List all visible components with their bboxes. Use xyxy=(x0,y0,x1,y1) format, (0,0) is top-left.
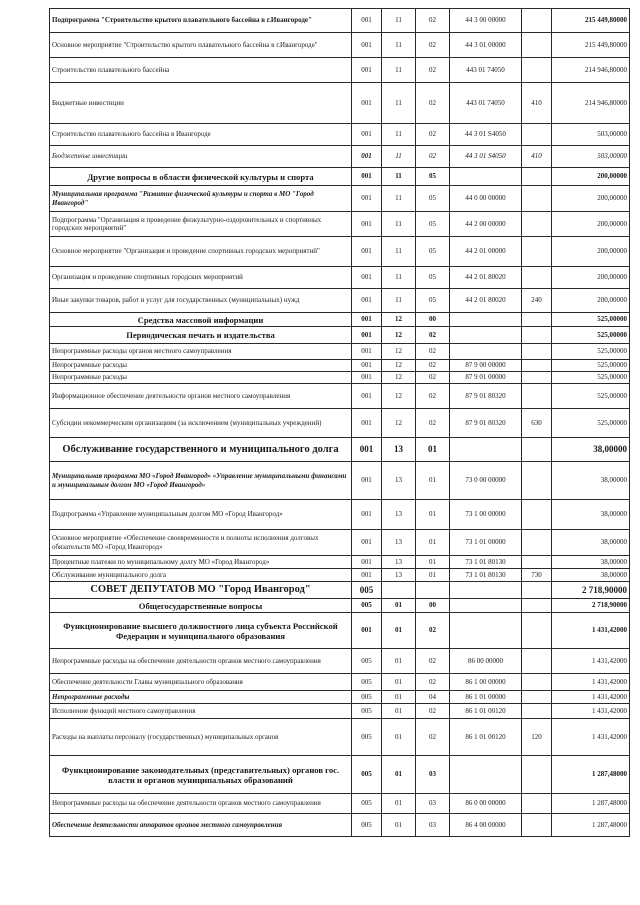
row-amount-cell: 38,00000 xyxy=(552,462,630,500)
row-target-article-cell: 87 9 01 80320 xyxy=(450,384,522,409)
row-section-cell: 12 xyxy=(382,372,416,384)
row-grbs-cell: 001 xyxy=(352,313,382,327)
row-grbs-cell: 005 xyxy=(352,794,382,814)
row-subsection-cell: 05 xyxy=(416,168,450,186)
row-target-article-cell: 87 9 01 80320 xyxy=(450,409,522,438)
row-amount-cell: 1 431,42000 xyxy=(552,719,630,756)
row-amount-cell: 200,00000 xyxy=(552,267,630,289)
table-row xyxy=(50,146,630,168)
row-name-cell: Общегосударственные вопросы xyxy=(50,599,352,613)
row-section-cell: 12 xyxy=(382,384,416,409)
row-section-cell: 13 xyxy=(382,500,416,530)
row-target-article-cell: 44 3 01 S4050 xyxy=(450,146,522,168)
row-amount-cell: 1 287,48000 xyxy=(552,794,630,814)
row-expense-type-cell: 240 xyxy=(522,289,552,313)
row-name-cell: Строительство плавательного бассейна xyxy=(50,58,352,83)
table-row xyxy=(50,212,630,237)
row-target-article-cell: 44 3 00 00000 xyxy=(450,9,522,33)
row-target-article-cell: 44 2 01 80020 xyxy=(450,289,522,313)
row-section-cell: 01 xyxy=(382,649,416,674)
row-section-cell: 11 xyxy=(382,168,416,186)
row-grbs-cell: 001 xyxy=(352,168,382,186)
row-amount-cell: 525,00000 xyxy=(552,313,630,327)
table-row xyxy=(50,649,630,674)
row-expense-type-cell xyxy=(522,814,552,837)
table-row xyxy=(50,582,630,599)
table-row xyxy=(50,360,630,372)
row-expense-type-cell xyxy=(522,794,552,814)
table-row xyxy=(50,83,630,124)
table-row xyxy=(50,33,630,58)
row-target-article-cell xyxy=(450,599,522,613)
row-subsection-cell: 02 xyxy=(416,384,450,409)
row-section-cell: 01 xyxy=(382,814,416,837)
row-grbs-cell: 005 xyxy=(352,756,382,794)
row-expense-type-cell xyxy=(522,344,552,360)
row-subsection-cell: 02 xyxy=(416,146,450,168)
row-grbs-cell: 001 xyxy=(352,186,382,212)
row-expense-type-cell xyxy=(522,674,552,691)
row-name-cell: Периодическая печать и издательства xyxy=(50,327,352,344)
row-target-article-cell xyxy=(450,613,522,649)
row-subsection-cell: 04 xyxy=(416,691,450,704)
row-amount-cell: 38,00000 xyxy=(552,438,630,462)
row-target-article-cell xyxy=(450,756,522,794)
table-row xyxy=(50,327,630,344)
row-subsection-cell: 02 xyxy=(416,719,450,756)
row-amount-cell: 200,00000 xyxy=(552,186,630,212)
row-expense-type-cell xyxy=(522,212,552,237)
row-amount-cell: 38,00000 xyxy=(552,556,630,569)
row-name-cell: Подпрограмма "Организация и проведение физкультурно-оздоровительных и спортивных городских мероприятий" xyxy=(50,212,352,237)
row-amount-cell: 200,00000 xyxy=(552,168,630,186)
row-expense-type-cell xyxy=(522,556,552,569)
row-name-cell: Другие вопросы в области физической культуры и спорта xyxy=(50,168,352,186)
table-row xyxy=(50,313,630,327)
row-subsection-cell xyxy=(416,582,450,599)
row-target-article-cell: 86 1 01 00120 xyxy=(450,704,522,719)
row-subsection-cell: 02 xyxy=(416,58,450,83)
row-target-article-cell: 86 1 00 00000 xyxy=(450,674,522,691)
row-section-cell: 11 xyxy=(382,237,416,267)
row-section-cell: 11 xyxy=(382,33,416,58)
row-grbs-cell: 005 xyxy=(352,814,382,837)
row-amount-cell: 2 718,90000 xyxy=(552,582,630,599)
row-expense-type-cell xyxy=(522,186,552,212)
row-subsection-cell: 05 xyxy=(416,212,450,237)
table-row xyxy=(50,674,630,691)
row-name-cell: Исполнение функций местного самоуправления xyxy=(50,704,352,719)
row-subsection-cell: 03 xyxy=(416,814,450,837)
table-row xyxy=(50,530,630,556)
row-expense-type-cell xyxy=(522,33,552,58)
row-grbs-cell: 005 xyxy=(352,704,382,719)
row-section-cell: 01 xyxy=(382,794,416,814)
row-expense-type-cell xyxy=(522,691,552,704)
row-section-cell: 13 xyxy=(382,556,416,569)
row-amount-cell: 525,00000 xyxy=(552,344,630,360)
row-target-article-cell: 86 1 01 00000 xyxy=(450,691,522,704)
row-name-cell: Непрограммные расходы xyxy=(50,691,352,704)
row-grbs-cell: 001 xyxy=(352,500,382,530)
row-grbs-cell: 001 xyxy=(352,556,382,569)
table-row xyxy=(50,267,630,289)
row-target-article-cell: 73 1 01 80130 xyxy=(450,569,522,582)
row-name-cell: Основное мероприятие "Организация и проведение спортивных городских мероприятий" xyxy=(50,237,352,267)
row-amount-cell: 1 287,48000 xyxy=(552,814,630,837)
table-row xyxy=(50,124,630,146)
row-target-article-cell: 86 4 00 00000 xyxy=(450,814,522,837)
row-expense-type-cell xyxy=(522,530,552,556)
row-amount-cell: 503,00000 xyxy=(552,146,630,168)
row-section-cell: 01 xyxy=(382,756,416,794)
row-grbs-cell: 001 xyxy=(352,146,382,168)
row-expense-type-cell xyxy=(522,372,552,384)
row-name-cell: Обеспечение деятельности аппаратов органов местного самоуправления xyxy=(50,814,352,837)
row-grbs-cell: 001 xyxy=(352,613,382,649)
row-expense-type-cell xyxy=(522,599,552,613)
table-row xyxy=(50,58,630,83)
row-expense-type-cell xyxy=(522,613,552,649)
row-grbs-cell: 005 xyxy=(352,599,382,613)
row-name-cell: Строительство плавательного бассейна в Ивангороде xyxy=(50,124,352,146)
row-grbs-cell: 001 xyxy=(352,267,382,289)
row-subsection-cell: 02 xyxy=(416,360,450,372)
row-section-cell: 01 xyxy=(382,599,416,613)
budget-allocation-table xyxy=(49,8,630,837)
row-grbs-cell: 001 xyxy=(352,344,382,360)
row-expense-type-cell: 410 xyxy=(522,83,552,124)
table-row xyxy=(50,500,630,530)
row-target-article-cell: 73 1 01 00000 xyxy=(450,530,522,556)
row-section-cell: 01 xyxy=(382,704,416,719)
row-subsection-cell: 05 xyxy=(416,186,450,212)
row-amount-cell: 38,00000 xyxy=(552,500,630,530)
table-row xyxy=(50,599,630,613)
row-section-cell: 12 xyxy=(382,344,416,360)
row-amount-cell: 2 718,90000 xyxy=(552,599,630,613)
row-name-cell: Основное мероприятие "Строительство крытого плавательного бассейна в г.Ивангороде" xyxy=(50,33,352,58)
row-amount-cell: 1 431,42000 xyxy=(552,674,630,691)
row-subsection-cell: 05 xyxy=(416,237,450,267)
row-subsection-cell: 01 xyxy=(416,569,450,582)
table-row xyxy=(50,344,630,360)
row-name-cell: Функционирование высшего должностного лица субъекта Российской Федерации и муниципального образования xyxy=(50,613,352,649)
row-target-article-cell: 73 0 00 00000 xyxy=(450,462,522,500)
row-expense-type-cell xyxy=(522,360,552,372)
row-amount-cell: 1 287,48000 xyxy=(552,756,630,794)
row-section-cell: 12 xyxy=(382,313,416,327)
row-name-cell: Обеспечение деятельности Главы муниципального образования xyxy=(50,674,352,691)
row-section-cell: 11 xyxy=(382,289,416,313)
row-subsection-cell: 02 xyxy=(416,124,450,146)
row-amount-cell: 38,00000 xyxy=(552,530,630,556)
row-grbs-cell: 001 xyxy=(352,58,382,83)
row-name-cell: Непрограммные расходы на обеспечение деятельности органов местного самоуправления xyxy=(50,649,352,674)
table-row xyxy=(50,168,630,186)
row-grbs-cell: 001 xyxy=(352,289,382,313)
table-row xyxy=(50,384,630,409)
row-target-article-cell: 86 00 00000 xyxy=(450,649,522,674)
row-grbs-cell: 005 xyxy=(352,691,382,704)
row-section-cell: 11 xyxy=(382,124,416,146)
row-subsection-cell: 02 xyxy=(416,613,450,649)
row-target-article-cell: 443 01 74050 xyxy=(450,83,522,124)
row-target-article-cell xyxy=(450,438,522,462)
row-name-cell: Непрограммные расходы органов местного самоуправления xyxy=(50,344,352,360)
row-expense-type-cell xyxy=(522,327,552,344)
row-subsection-cell: 02 xyxy=(416,649,450,674)
row-section-cell: 11 xyxy=(382,9,416,33)
row-section-cell xyxy=(382,582,416,599)
row-expense-type-cell: 410 xyxy=(522,146,552,168)
row-amount-cell: 200,00000 xyxy=(552,237,630,267)
table-row xyxy=(50,613,630,649)
row-subsection-cell: 05 xyxy=(416,289,450,313)
row-name-cell: Обслуживание государственного и муниципального долга xyxy=(50,438,352,462)
row-expense-type-cell xyxy=(522,704,552,719)
row-subsection-cell: 02 xyxy=(416,674,450,691)
row-target-article-cell: 73 1 01 80130 xyxy=(450,556,522,569)
row-amount-cell: 525,00000 xyxy=(552,384,630,409)
table-row xyxy=(50,462,630,500)
row-name-cell: Муниципальная программа "Развитие физической культуры и спорта в МО "Город Ивангород" xyxy=(50,186,352,212)
row-grbs-cell: 001 xyxy=(352,9,382,33)
row-grbs-cell: 001 xyxy=(352,462,382,500)
row-subsection-cell: 00 xyxy=(416,313,450,327)
row-target-article-cell: 44 2 01 80020 xyxy=(450,267,522,289)
row-target-article-cell xyxy=(450,344,522,360)
row-expense-type-cell xyxy=(522,267,552,289)
row-section-cell: 13 xyxy=(382,462,416,500)
row-target-article-cell: 44 2 01 00000 xyxy=(450,237,522,267)
row-grbs-cell: 001 xyxy=(352,327,382,344)
row-name-cell: Субсидии некоммерческим организациям (за исключением (муниципальных учреждений) xyxy=(50,409,352,438)
table-row xyxy=(50,691,630,704)
row-grbs-cell: 005 xyxy=(352,582,382,599)
row-target-article-cell: 44 0 00 00000 xyxy=(450,186,522,212)
row-section-cell: 01 xyxy=(382,613,416,649)
row-expense-type-cell xyxy=(522,168,552,186)
row-name-cell: Бюджетные инвестиции xyxy=(50,83,352,124)
row-amount-cell: 200,00000 xyxy=(552,289,630,313)
table-row xyxy=(50,794,630,814)
row-subsection-cell: 05 xyxy=(416,267,450,289)
row-target-article-cell: 443 01 74050 xyxy=(450,58,522,83)
row-section-cell: 12 xyxy=(382,409,416,438)
row-target-article-cell: 86 0 00 00000 xyxy=(450,794,522,814)
row-grbs-cell: 005 xyxy=(352,674,382,691)
row-expense-type-cell: 730 xyxy=(522,569,552,582)
row-expense-type-cell xyxy=(522,756,552,794)
row-name-cell: Непрограммные расходы на обеспечение деятельности органов местного самоуправления xyxy=(50,794,352,814)
row-section-cell: 11 xyxy=(382,146,416,168)
row-section-cell: 11 xyxy=(382,83,416,124)
row-amount-cell: 1 431,42000 xyxy=(552,649,630,674)
table-row xyxy=(50,569,630,582)
row-name-cell: Бюджетные инвестиции xyxy=(50,146,352,168)
row-section-cell: 01 xyxy=(382,674,416,691)
row-section-cell: 13 xyxy=(382,569,416,582)
row-target-article-cell: 73 1 00 00000 xyxy=(450,500,522,530)
row-name-cell: Подпрограмма "Строительство крытого плавательного бассейна в г.Ивангороде" xyxy=(50,9,352,33)
row-target-article-cell xyxy=(450,168,522,186)
table-row xyxy=(50,438,630,462)
row-subsection-cell: 03 xyxy=(416,756,450,794)
row-name-cell: Основное мероприятие «Обеспечение своевременности и полноты исполнения долговых обязательств МО «Город Ивангород» xyxy=(50,530,352,556)
row-grbs-cell: 001 xyxy=(352,569,382,582)
table-row xyxy=(50,9,630,33)
row-subsection-cell: 02 xyxy=(416,33,450,58)
table-row xyxy=(50,719,630,756)
row-grbs-cell: 001 xyxy=(352,384,382,409)
row-section-cell: 11 xyxy=(382,58,416,83)
row-grbs-cell: 001 xyxy=(352,212,382,237)
row-amount-cell: 215 449,80000 xyxy=(552,33,630,58)
row-name-cell: Непрограммные расходы xyxy=(50,372,352,384)
row-subsection-cell: 02 xyxy=(416,327,450,344)
row-subsection-cell: 02 xyxy=(416,9,450,33)
row-subsection-cell: 01 xyxy=(416,438,450,462)
row-expense-type-cell: 120 xyxy=(522,719,552,756)
row-section-cell: 12 xyxy=(382,327,416,344)
row-target-article-cell xyxy=(450,327,522,344)
row-grbs-cell: 005 xyxy=(352,719,382,756)
row-expense-type-cell xyxy=(522,582,552,599)
row-name-cell: Процентные платежи по муниципальному долгу МО «Город Ивангород» xyxy=(50,556,352,569)
row-expense-type-cell xyxy=(522,649,552,674)
row-name-cell: СОВЕТ ДЕПУТАТОВ МО "Город Ивангород" xyxy=(50,582,352,599)
table-row xyxy=(50,704,630,719)
table-row xyxy=(50,186,630,212)
row-subsection-cell: 01 xyxy=(416,462,450,500)
row-grbs-cell: 001 xyxy=(352,237,382,267)
row-amount-cell: 503,00000 xyxy=(552,124,630,146)
row-grbs-cell: 001 xyxy=(352,124,382,146)
row-expense-type-cell xyxy=(522,313,552,327)
row-target-article-cell: 86 1 01 00120 xyxy=(450,719,522,756)
row-name-cell: Муниципальная программа МО «Город Ивангород» «Управление муниципальными финансами и муниципальным долгом МО «Город Ивангород» xyxy=(50,462,352,500)
row-section-cell: 12 xyxy=(382,360,416,372)
row-section-cell: 13 xyxy=(382,438,416,462)
row-name-cell: Непрограммные расходы xyxy=(50,360,352,372)
table-row xyxy=(50,289,630,313)
row-amount-cell: 1 431,42000 xyxy=(552,704,630,719)
row-amount-cell: 525,00000 xyxy=(552,360,630,372)
row-expense-type-cell xyxy=(522,58,552,83)
row-target-article-cell: 87 9 00 00000 xyxy=(450,360,522,372)
table-row xyxy=(50,814,630,837)
row-section-cell: 11 xyxy=(382,267,416,289)
row-subsection-cell: 00 xyxy=(416,599,450,613)
row-section-cell: 13 xyxy=(382,530,416,556)
row-amount-cell: 1 431,42000 xyxy=(552,691,630,704)
row-section-cell: 01 xyxy=(382,691,416,704)
row-name-cell: Средства массовой информации xyxy=(50,313,352,327)
row-grbs-cell: 001 xyxy=(352,438,382,462)
row-section-cell: 11 xyxy=(382,186,416,212)
row-expense-type-cell xyxy=(522,462,552,500)
row-subsection-cell: 01 xyxy=(416,500,450,530)
row-grbs-cell: 001 xyxy=(352,530,382,556)
row-expense-type-cell xyxy=(522,438,552,462)
row-subsection-cell: 01 xyxy=(416,556,450,569)
row-expense-type-cell xyxy=(522,124,552,146)
row-subsection-cell: 02 xyxy=(416,344,450,360)
row-section-cell: 01 xyxy=(382,719,416,756)
row-expense-type-cell xyxy=(522,500,552,530)
row-amount-cell: 200,00000 xyxy=(552,212,630,237)
row-target-article-cell xyxy=(450,313,522,327)
row-name-cell: Иные закупки товаров, работ и услуг для государственных (муниципальных) нужд xyxy=(50,289,352,313)
row-name-cell: Обслуживание муниципального долга xyxy=(50,569,352,582)
row-grbs-cell: 001 xyxy=(352,360,382,372)
row-name-cell: Функционирование законодательных (представительных) органов гос. власти и органов муниципальных образований xyxy=(50,756,352,794)
row-subsection-cell: 03 xyxy=(416,794,450,814)
row-expense-type-cell xyxy=(522,237,552,267)
row-name-cell: Подпрограмма «Управление муниципальным долгом МО «Город Ивангород» xyxy=(50,500,352,530)
row-target-article-cell: 44 2 00 00000 xyxy=(450,212,522,237)
row-subsection-cell: 01 xyxy=(416,530,450,556)
table-row xyxy=(50,556,630,569)
row-section-cell: 11 xyxy=(382,212,416,237)
row-expense-type-cell xyxy=(522,384,552,409)
row-amount-cell: 38,00000 xyxy=(552,569,630,582)
table-row xyxy=(50,756,630,794)
table-row xyxy=(50,237,630,267)
row-amount-cell: 525,00000 xyxy=(552,327,630,344)
row-target-article-cell: 87 9 01 00000 xyxy=(450,372,522,384)
row-expense-type-cell xyxy=(522,9,552,33)
table-body xyxy=(50,9,630,837)
table-row xyxy=(50,409,630,438)
row-grbs-cell: 001 xyxy=(352,33,382,58)
row-grbs-cell: 001 xyxy=(352,83,382,124)
row-grbs-cell: 001 xyxy=(352,409,382,438)
row-name-cell: Информационное обеспечение деятельности органов местного самоуправления xyxy=(50,384,352,409)
row-amount-cell: 214 946,80000 xyxy=(552,83,630,124)
row-grbs-cell: 005 xyxy=(352,649,382,674)
row-name-cell: Расходы на выплаты персоналу (государственных) муниципальных органов xyxy=(50,719,352,756)
row-subsection-cell: 02 xyxy=(416,372,450,384)
row-subsection-cell: 02 xyxy=(416,83,450,124)
row-amount-cell: 1 431,42000 xyxy=(552,613,630,649)
row-amount-cell: 214 946,80000 xyxy=(552,58,630,83)
row-subsection-cell: 02 xyxy=(416,704,450,719)
row-amount-cell: 215 449,80000 xyxy=(552,9,630,33)
row-amount-cell: 525,00000 xyxy=(552,409,630,438)
table-row xyxy=(50,372,630,384)
row-amount-cell: 525,00000 xyxy=(552,372,630,384)
row-target-article-cell: 44 3 01 S4050 xyxy=(450,124,522,146)
row-subsection-cell: 02 xyxy=(416,409,450,438)
row-target-article-cell: 44 3 01 00000 xyxy=(450,33,522,58)
row-expense-type-cell: 630 xyxy=(522,409,552,438)
row-grbs-cell: 001 xyxy=(352,372,382,384)
row-target-article-cell xyxy=(450,582,522,599)
row-name-cell: Организация и проведение спортивных городских мероприятий xyxy=(50,267,352,289)
